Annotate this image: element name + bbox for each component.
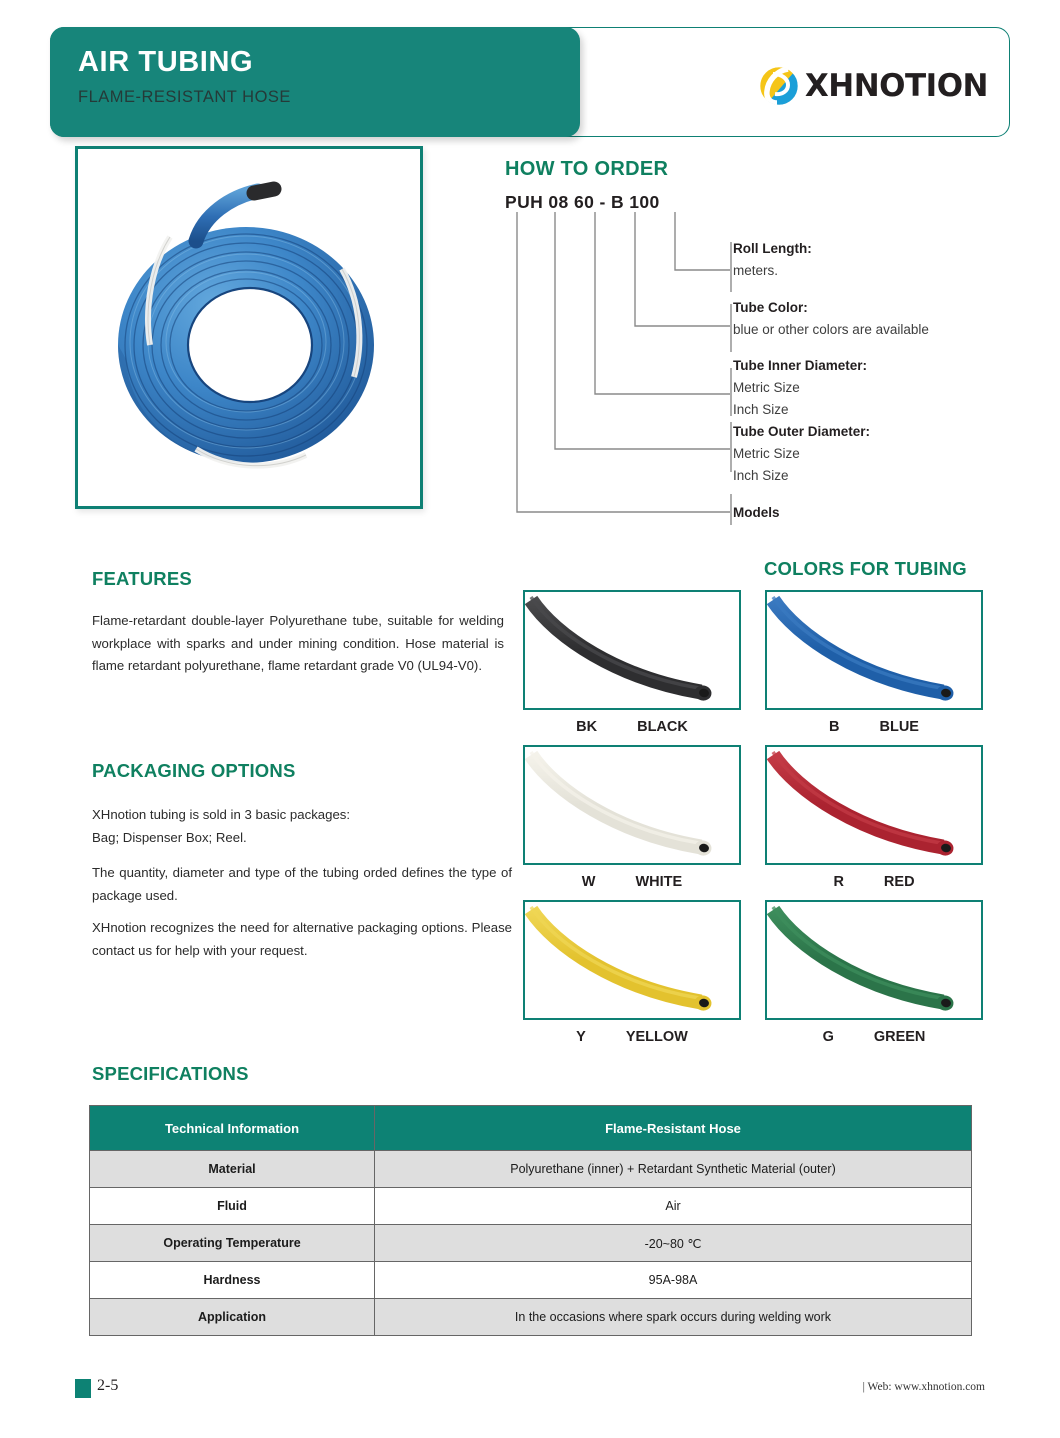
yellow-tube-swatch-icon xyxy=(525,1005,739,1020)
white-tube-swatch-icon xyxy=(525,850,739,865)
swatch-name: RED xyxy=(883,874,915,890)
callout-label-tube-inner-diameter xyxy=(733,355,1013,421)
table-row xyxy=(90,1188,972,1225)
table-row xyxy=(90,1151,972,1188)
packaging-paragraph-1: XHnotion tubing is sold in 3 basic packages: xyxy=(92,807,351,822)
swatch-code: W xyxy=(581,874,596,890)
swatch-image-box xyxy=(523,745,741,865)
swatch-code: BK xyxy=(576,719,598,735)
swatch-code: R xyxy=(833,874,844,890)
callout-head: Tube Color: xyxy=(733,299,808,315)
spec-label: Fluid xyxy=(90,1188,375,1225)
callout-line: meters. xyxy=(733,262,779,278)
features-title: FEATURES xyxy=(92,568,192,589)
callout-line: blue or other colors are available xyxy=(733,321,929,337)
callout-label-roll-length xyxy=(733,238,1013,282)
part-number-code: PUH 08 60 - B 100 xyxy=(505,192,660,212)
spacer xyxy=(733,487,1013,502)
swatch-image-box xyxy=(765,900,983,1020)
spec-label: Application xyxy=(90,1299,375,1336)
colors-for-tubing-title: COLORS FOR TUBING xyxy=(764,558,967,579)
footer-website: | Web: www.xhnotion.com xyxy=(862,1381,985,1393)
brand-logo xyxy=(758,65,988,107)
black-tube-swatch-icon xyxy=(525,695,739,710)
spec-label: Operating Temperature xyxy=(90,1225,375,1262)
swatch-code: B xyxy=(829,719,840,735)
spec-value: Air xyxy=(375,1188,972,1225)
swatch-image-box xyxy=(765,745,983,865)
color-swatch-yellow xyxy=(523,900,741,1045)
spec-value: -20~80 ℃ xyxy=(375,1225,972,1262)
specifications-table xyxy=(89,1105,972,1336)
red-tube-swatch-icon xyxy=(767,850,981,865)
spec-value: Polyurethane (inner) + Retardant Synthetic Material (outer) xyxy=(375,1151,972,1188)
callout-label-models xyxy=(733,502,1013,524)
footer-marker-square xyxy=(75,1379,91,1398)
packaging-paragraph-4: XHnotion recognizes the need for alternative packaging options. Please contact us for help with your request. xyxy=(92,920,512,958)
packaging-paragraph-3: The quantity, diameter and type of the tubing orded defines the type of package used. xyxy=(92,865,512,903)
header-teal-block xyxy=(50,27,580,137)
callout-head: Models xyxy=(733,504,780,520)
how-to-order-title: HOW TO ORDER xyxy=(505,158,669,180)
swatch-code: Y xyxy=(576,1029,586,1045)
swatch-caption xyxy=(523,719,741,735)
table-row xyxy=(90,1225,972,1262)
spec-label: Material xyxy=(90,1151,375,1188)
column-header-technical-information: Technical Information xyxy=(90,1106,375,1151)
callout-line: Inch Size xyxy=(733,467,789,483)
page-title: AIR TUBING xyxy=(78,46,254,78)
spec-value: In the occasions where spark occurs during welding work xyxy=(375,1299,972,1336)
footer-page-number: 2-5 xyxy=(97,1377,119,1394)
packaging-paragraph-2: Bag; Dispenser Box; Reel. xyxy=(92,830,247,845)
callout-label-tube-color xyxy=(733,297,1013,341)
swatch-image-box xyxy=(523,900,741,1020)
spec-value: 95A-98A xyxy=(375,1262,972,1299)
swatch-caption xyxy=(523,874,741,890)
callout-head: Tube Outer Diameter: xyxy=(733,424,871,440)
spacer xyxy=(733,340,1013,355)
part-number-label-list xyxy=(733,238,1013,523)
blue-tube-swatch-icon xyxy=(767,695,981,710)
swatch-code: G xyxy=(822,1029,834,1045)
callout-line: Metric Size xyxy=(733,445,800,461)
features-body: Flame-retardant double-layer Polyurethane tube, suitable for welding workplace with sparks and under mining condition. Hose material is flame retardant polyurethane, flame retardant grade V0 (UL94-V0). xyxy=(92,613,504,674)
callout-head: Roll Length: xyxy=(733,241,812,256)
swatch-name: BLACK xyxy=(637,719,688,735)
part-number-callout-diagram xyxy=(490,200,740,530)
table-row xyxy=(90,1299,972,1336)
swatch-name: YELLOW xyxy=(625,1029,688,1045)
swatch-name: BLUE xyxy=(879,719,919,735)
swatch-caption xyxy=(765,1029,983,1045)
callout-head: Tube Inner Diameter: xyxy=(733,358,868,374)
blue-coiled-hose-photo-icon xyxy=(78,493,420,510)
column-header-flame-resistant-hose: Flame-Resistant Hose xyxy=(375,1106,972,1151)
spacer xyxy=(733,282,1013,297)
swatch-caption xyxy=(765,874,983,890)
swatch-caption xyxy=(523,1029,741,1045)
table-row xyxy=(90,1262,972,1299)
swatch-image-box xyxy=(523,590,741,710)
product-photo-frame xyxy=(75,146,423,509)
color-swatch-red xyxy=(765,745,983,890)
swatch-image-box xyxy=(765,590,983,710)
color-swatch-green xyxy=(765,900,983,1045)
color-swatch-black xyxy=(523,590,741,735)
swatch-name: GREEN xyxy=(873,1029,926,1045)
page-header xyxy=(50,27,1010,137)
xhnotion-globe-logo-icon xyxy=(758,65,800,107)
callout-line: Inch Size xyxy=(733,402,789,418)
packaging-options-title: PACKAGING OPTIONS xyxy=(92,760,296,781)
specifications-title: SPECIFICATIONS xyxy=(92,1063,249,1084)
brand-logo-text: XHNOTION xyxy=(804,68,988,104)
swatch-caption xyxy=(765,719,983,735)
spec-label: Hardness xyxy=(90,1262,375,1299)
page-subtitle: FLAME-RESISTANT HOSE xyxy=(78,88,291,106)
color-swatch-blue xyxy=(765,590,983,735)
swatch-name: WHITE xyxy=(635,874,683,890)
color-swatch-white xyxy=(523,745,741,890)
table-header-row xyxy=(90,1106,972,1151)
callout-label-tube-outer-diameter xyxy=(733,421,1013,487)
callout-line: Metric Size xyxy=(733,380,800,396)
green-tube-swatch-icon xyxy=(767,1005,981,1020)
